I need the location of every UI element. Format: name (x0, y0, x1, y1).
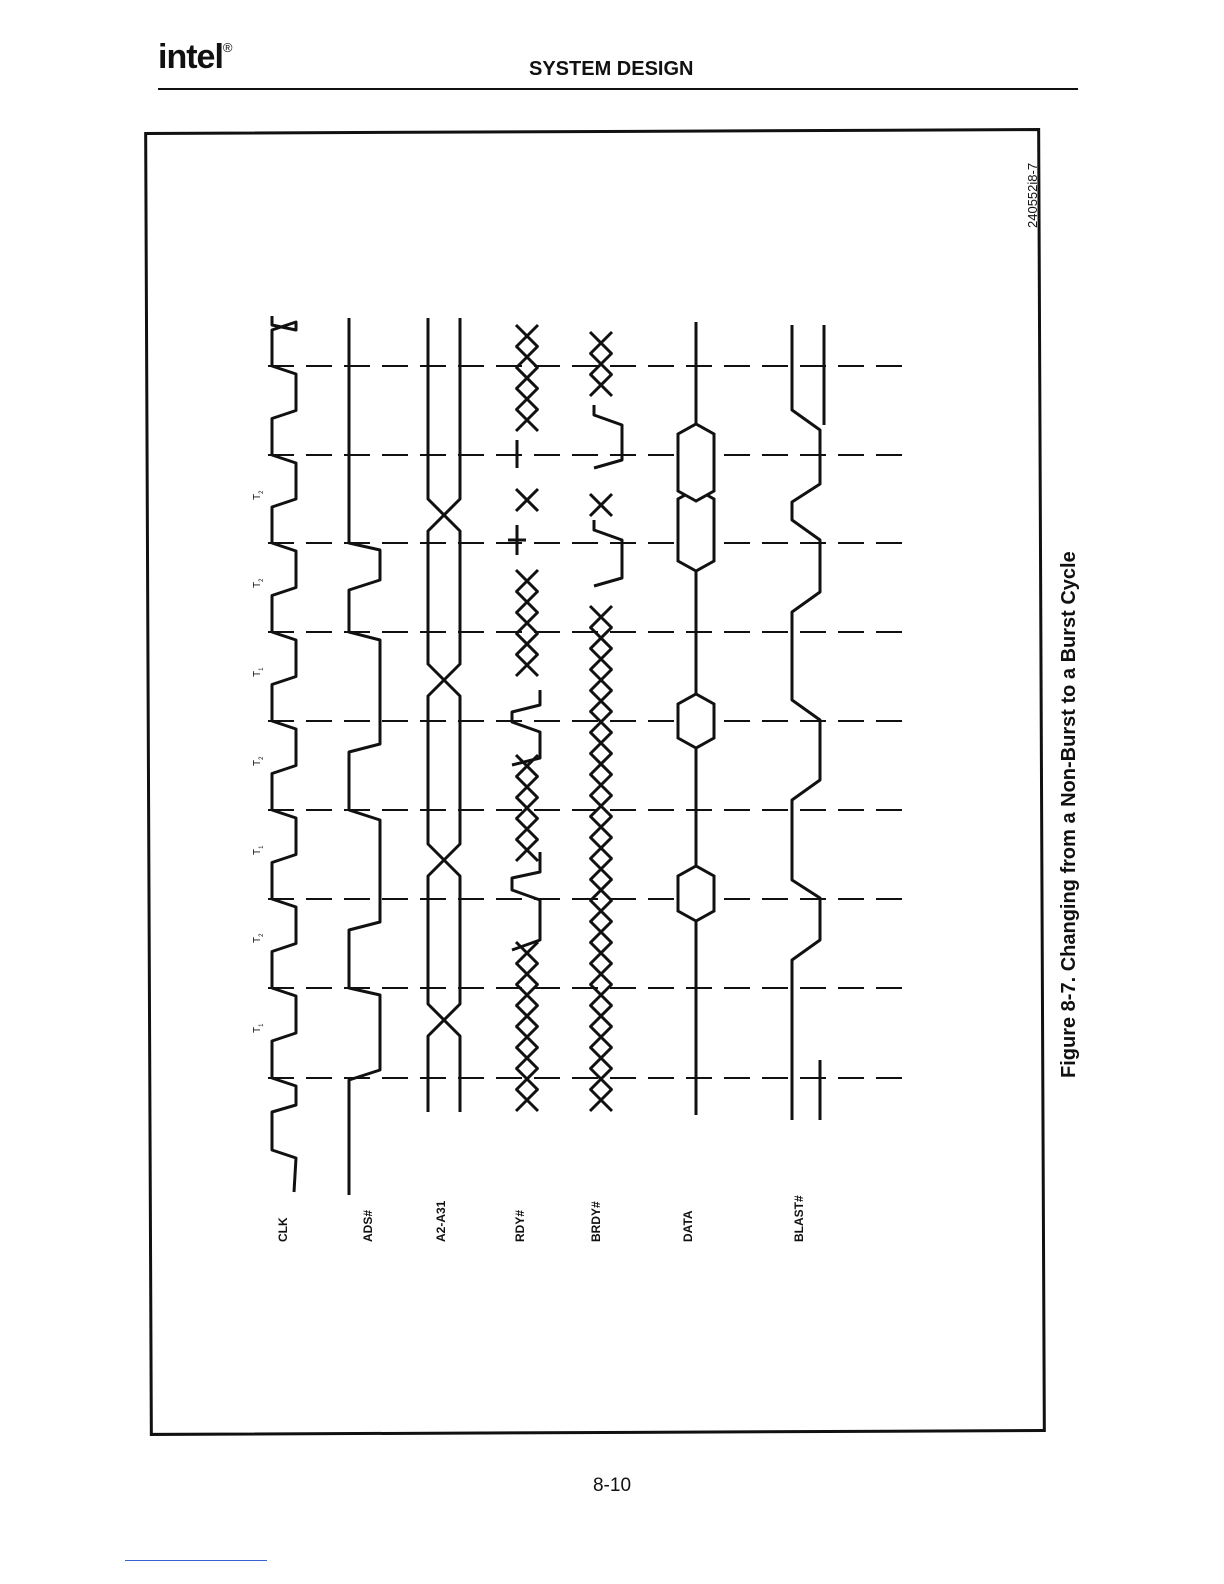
section-title: SYSTEM DESIGN (529, 58, 694, 80)
footer-rule (125, 1560, 267, 1561)
state-label (252, 756, 265, 766)
dont-care-mark (516, 776, 538, 798)
dont-care-mark (590, 669, 612, 691)
figure-caption: Figure 8-7. Changing from a Non-Burst to a Burst Cycle (1058, 551, 1080, 1078)
dont-care-mark (516, 489, 538, 511)
dont-care-mark (590, 732, 612, 754)
rdy-dont-care-1 (516, 942, 538, 1111)
dont-care-mark (590, 900, 612, 922)
dont-care-mark (516, 1089, 538, 1111)
signal-waveforms (272, 316, 824, 1195)
state-main: T (252, 936, 263, 943)
dont-care-mark (590, 606, 612, 628)
dont-care-mark (590, 963, 612, 985)
state-main: T (252, 670, 263, 677)
brdy-dont-care-2 (590, 494, 612, 516)
logo-text: intel (158, 38, 223, 76)
dont-care-mark (516, 984, 538, 1006)
rdy-dont-care-4 (516, 489, 538, 511)
brdy-low-pulse-2 (594, 405, 622, 468)
dont-care-mark (590, 921, 612, 943)
dont-care-mark (516, 591, 538, 613)
clk-waveform (272, 316, 296, 1192)
dont-care-mark (516, 346, 538, 368)
dont-care-mark (590, 1089, 612, 1111)
dont-care-mark (590, 648, 612, 670)
signal-label: ADS# (361, 1209, 375, 1242)
dont-care-mark (516, 388, 538, 410)
dont-care-mark (590, 942, 612, 964)
dont-care-mark (590, 984, 612, 1006)
signal-label: A2-A31 (434, 1200, 448, 1242)
dont-care-mark (590, 690, 612, 712)
dont-care-mark (516, 654, 538, 676)
clock-edge-guides (268, 366, 912, 1078)
dont-care-mark (516, 1005, 538, 1027)
state-label (252, 667, 265, 677)
address-line-b (428, 318, 460, 1112)
dont-care-mark (590, 753, 612, 775)
signal-label: BLAST# (792, 1195, 806, 1242)
dont-care-mark (516, 1026, 538, 1048)
state-main: T (252, 493, 263, 500)
state-sub: 2 (259, 578, 265, 582)
state-sub: 1 (259, 667, 265, 671)
dont-care-mark (590, 353, 612, 375)
rdy-low-pulse-1 (512, 852, 540, 950)
signal-label: BRDY# (589, 1201, 603, 1242)
state-main: T (252, 848, 263, 855)
state-label (252, 845, 265, 855)
dont-care-mark (516, 963, 538, 985)
page-number: 8-10 (592, 1475, 632, 1496)
figure-id: 240552i8-7 (1025, 162, 1040, 228)
state-label (252, 578, 265, 588)
dont-care-mark (590, 1047, 612, 1069)
rdy-low-pulse-2 (512, 690, 540, 765)
brdy-dont-care-1 (590, 606, 612, 1111)
state-sub: 2 (259, 756, 265, 760)
dont-care-mark (590, 816, 612, 838)
dont-care-mark (590, 774, 612, 796)
state-sub: 1 (259, 845, 265, 849)
dont-care-mark (516, 839, 538, 861)
signal-label: DATA (681, 1210, 695, 1242)
state-main: T (252, 1026, 263, 1033)
state-label (252, 1023, 265, 1033)
dont-care-mark (516, 633, 538, 655)
dont-care-mark (516, 325, 538, 347)
state-label (252, 933, 265, 943)
dont-care-mark (590, 879, 612, 901)
signal-labels (276, 1195, 806, 1242)
state-main: T (252, 581, 263, 588)
rdy-dont-care-2 (516, 755, 538, 861)
data-valid-box-3 (678, 424, 714, 501)
dont-care-mark (516, 612, 538, 634)
dont-care-mark (590, 627, 612, 649)
dont-care-mark (516, 570, 538, 592)
dont-care-mark (590, 374, 612, 396)
state-sub: 2 (259, 933, 265, 937)
dont-care-mark (590, 795, 612, 817)
signal-label: CLK (276, 1217, 290, 1242)
data-valid-box-0 (678, 866, 714, 921)
state-labels (252, 490, 265, 1033)
blast-waveform (792, 325, 820, 1120)
dont-care-mark (516, 409, 538, 431)
state-sub: 2 (259, 490, 265, 494)
signal-label: RDY# (513, 1209, 527, 1242)
data-valid-box-1 (678, 694, 714, 748)
dont-care-mark (516, 797, 538, 819)
brdy-dont-care-3 (590, 332, 612, 396)
dont-care-mark (516, 367, 538, 389)
dont-care-mark (590, 1026, 612, 1048)
dont-care-mark (590, 332, 612, 354)
rdy-dont-care-5 (516, 325, 538, 431)
dont-care-mark (590, 858, 612, 880)
dont-care-mark (590, 494, 612, 516)
dont-care-mark (516, 1047, 538, 1069)
rdy-dont-care-3 (516, 570, 538, 676)
dont-care-mark (590, 1005, 612, 1027)
state-label (252, 490, 265, 500)
registered-mark: ® (222, 40, 232, 55)
address-line-a (428, 318, 460, 1112)
state-main: T (252, 759, 263, 766)
dont-care-mark (516, 818, 538, 840)
ads-waveform (349, 318, 380, 1195)
brdy-low-pulse-1 (594, 520, 622, 586)
state-sub: 1 (259, 1023, 265, 1027)
dont-care-mark (590, 837, 612, 859)
